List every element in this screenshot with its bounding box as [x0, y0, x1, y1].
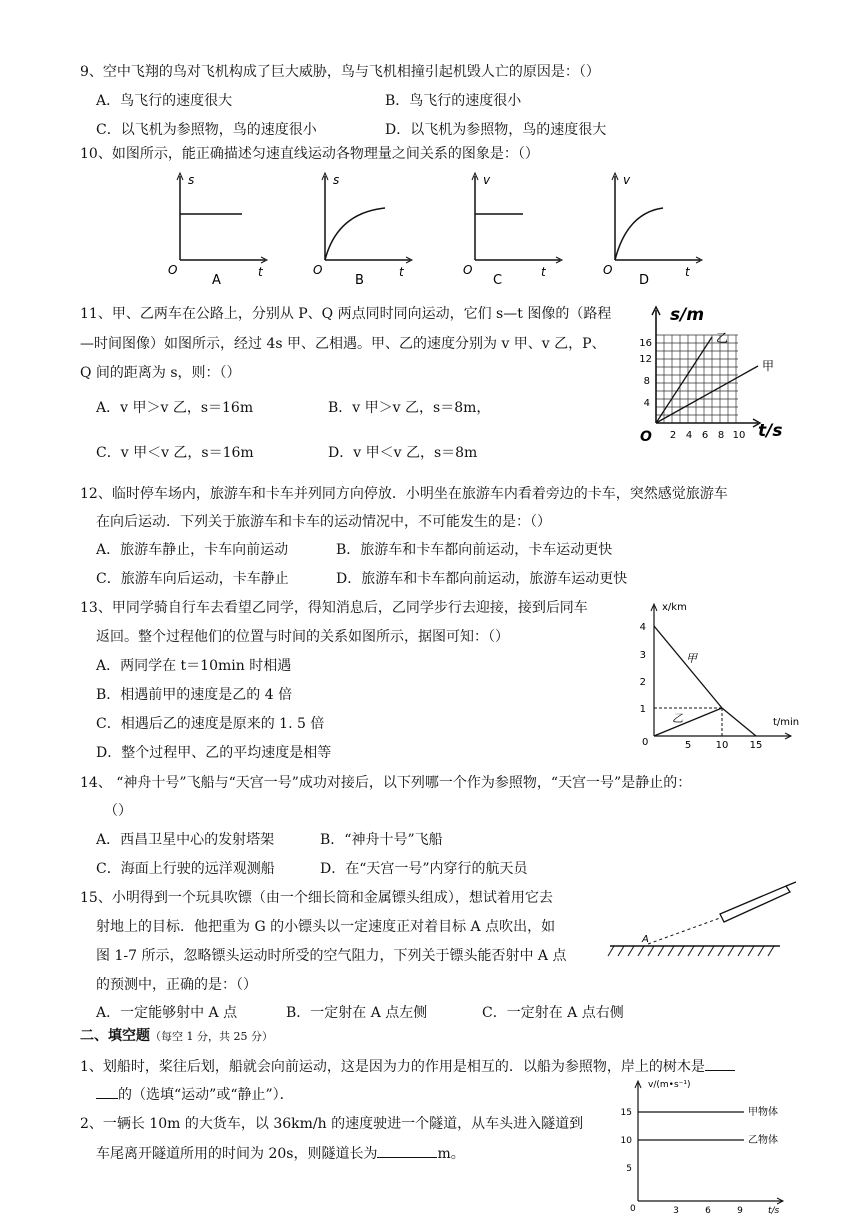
- q10-d-label: D: [639, 273, 650, 288]
- q11-ytick-8: 8: [643, 376, 650, 387]
- q10-b-label: B: [355, 273, 364, 288]
- q10-b-origin: O: [313, 263, 323, 277]
- q13-option-d: D．整个过程甲、乙的平均速度是相等: [96, 745, 332, 761]
- q14-stem-line1: 14、 “神舟十号”飞船与“天宫一号”成功对接后，以下列哪一个作为参照物，“天宫一号”是静止的：: [80, 775, 692, 791]
- q11-stem-line2: —时间图像）如图所示，经过 4s 甲、乙相遇。甲、乙的速度分别为 v 甲、v 乙，P、: [80, 336, 606, 352]
- q13-ytick-2: 2: [639, 677, 646, 688]
- q15-stem-line2: 射地上的目标．他把重为 G 的小镖头以一定速度正对着目标 A 点吹出，如: [96, 919, 556, 935]
- f2-line1: 2、一辆长 10m 的大货车，以 36km/h 的速度驶进一个隧道，从车头进入隧道到: [80, 1116, 584, 1132]
- q10-d-origin: O: [603, 263, 613, 277]
- vt-xtick-6: 6: [705, 1206, 711, 1216]
- vt-xtick-3: 3: [673, 1206, 679, 1216]
- q13-xtick-10: 10: [715, 740, 729, 751]
- q15-option-a: A．一定能够射中 A 点: [96, 1005, 238, 1021]
- q11-xtick-4: 4: [685, 430, 693, 441]
- q12-option-a: A．旅游车静止，卡车向前运动: [96, 542, 289, 558]
- vt-series-yi: 乙物体: [748, 1135, 778, 1146]
- q13-origin: 0: [642, 737, 649, 748]
- f1-blank-a[interactable]: [705, 1056, 735, 1071]
- f1-blank-b[interactable]: [96, 1084, 118, 1099]
- f2-unit: m。: [437, 1146, 465, 1162]
- q11-xtick-2: 2: [669, 430, 677, 441]
- q11-stem-line1: 11、甲、乙两车在公路上，分别从 P、Q 两点同时同向运动，它们 s—t 图像的（路程: [80, 306, 612, 322]
- q13-ytick-1: 1: [639, 704, 646, 715]
- q11-series-yi: 乙: [716, 331, 729, 345]
- q10-d-yaxis: v: [623, 173, 631, 187]
- q11-option-a: A．v 甲＞v 乙，s＝16m: [96, 400, 254, 416]
- f2-blank[interactable]: [377, 1143, 437, 1158]
- q11-option-d: D．v 甲＜v 乙，s＝8m: [328, 445, 478, 461]
- q15-stem-line3: 图 1-7 所示，忽略镖头运动时所受的空气阻力，下列关于镖头能否射中 A 点: [96, 948, 567, 964]
- q9-option-b: B．鸟飞行的速度很小: [385, 93, 522, 109]
- q15-stem-line1: 15、小明得到一个玩具吹镖（由一个细长筒和金属镖头组成），想试着用它去: [80, 890, 553, 906]
- q10-a-xaxis: t: [258, 265, 263, 279]
- q10-stem: 10、如图所示，能正确描述匀速直线运动各物理量之间关系的图象是：（）: [80, 146, 539, 162]
- q9-option-d: D．以飞机为参照物，鸟的速度很大: [385, 122, 607, 138]
- q13-stem-line2: 返回。整个过程他们的位置与时间的关系如图所示，据图可知：（）: [96, 629, 509, 645]
- q13-ytick-4: 4: [639, 622, 646, 633]
- q10-d-xaxis: t: [685, 265, 690, 279]
- f1-text2: 的（选填“运动”或“静止”）．: [118, 1087, 294, 1103]
- f1-line2: [96, 1084, 294, 1105]
- q13-xlabel: t/min: [773, 717, 800, 728]
- q10-graph-a: [160, 168, 275, 288]
- q12-option-d: D．旅游车和卡车都向前运动，旅游车运动更快: [336, 571, 628, 587]
- vt-xtick-9: 9: [737, 1206, 743, 1216]
- q10-b-yaxis: s: [333, 173, 340, 187]
- q10-a-origin: O: [168, 263, 178, 277]
- f1-text1: 1、划船时，桨往后划，船就会向前运动，这是因为力的作用是相互的．以船为参照物，岸上的树木是: [80, 1059, 705, 1075]
- q12-stem-line2: 在向后运动．下列关于旅游车和卡车的运动情况中，不可能发生的是：（）: [96, 514, 551, 530]
- q9-stem: 9、空中飞翔的鸟对飞机构成了巨大威胁，鸟与飞机相撞引起机毁人亡的原因是：（）: [80, 64, 600, 80]
- q14-option-d: D．在“天宫一号”内穿行的航天员: [320, 861, 528, 877]
- q15-option-b: B．一定射在 A 点左侧: [286, 1005, 428, 1021]
- f1-line1: [80, 1056, 735, 1077]
- section2-note: （每空 1 分，共 25 分）: [150, 1030, 273, 1043]
- q15-point-a-label: A: [642, 934, 649, 945]
- q11-st-chart: [640, 298, 805, 443]
- q10-a-label: A: [212, 273, 221, 288]
- f2-text2: 车尾离开隧道所用的时间为 20s，则隧道长为: [96, 1146, 378, 1162]
- q10-b-xaxis: t: [399, 265, 404, 279]
- q11-ytick-16: 16: [639, 338, 652, 349]
- vt-origin: 0: [630, 1204, 636, 1214]
- q10-graph-c: [455, 168, 570, 288]
- q13-series-yi: 乙: [672, 712, 683, 725]
- q11-ylabel: s/m: [670, 305, 705, 325]
- q13-series-jia: 甲: [686, 652, 697, 665]
- q13-xt-chart: [640, 596, 815, 751]
- q10-graph-b: [305, 168, 420, 288]
- q13-option-b: B．相遇前甲的速度是乙的 4 倍: [96, 687, 293, 703]
- q14-option-b: B．“神舟十号”飞船: [320, 832, 443, 848]
- q13-option-c: C．相遇后乙的速度是原来的 1. 5 倍: [96, 716, 325, 732]
- q10-c-yaxis: v: [483, 173, 491, 187]
- q10-c-origin: O: [463, 263, 473, 277]
- q9-option-a: A．鸟飞行的速度很大: [96, 93, 233, 109]
- vt-ytick-5: 5: [626, 1164, 632, 1174]
- q13-option-a: A．两同学在 t＝10min 时相遇: [96, 658, 292, 674]
- section2-title: 二、填空题: [80, 1028, 150, 1044]
- q11-origin: O: [640, 429, 652, 445]
- q11-ytick-4: 4: [643, 398, 650, 409]
- q13-ytick-3: 3: [639, 650, 646, 661]
- q15-blowpipe-figure: [600, 880, 800, 970]
- q10-graph-d: [595, 168, 710, 288]
- q11-option-c: C．v 甲＜v 乙，s＝16m: [96, 445, 254, 461]
- q10-c-xaxis: t: [541, 265, 546, 279]
- q11-xtick-8: 8: [717, 430, 725, 441]
- q10-a-yaxis: s: [188, 173, 195, 187]
- q15-option-c: C．一定射在 A 点右侧: [482, 1005, 624, 1021]
- q10-c-label: C: [493, 273, 503, 288]
- q13-ylabel: x/km: [662, 602, 687, 613]
- vt-ylabel: v/(m•s⁻¹): [648, 1080, 691, 1090]
- q11-xtick-6: 6: [701, 430, 709, 441]
- q9-option-c: C．以飞机为参照物，鸟的速度很小: [96, 122, 317, 138]
- q11-stem-line3: Q 间的距离为 s，则：（）: [80, 365, 241, 381]
- q13-xtick-15: 15: [749, 740, 763, 751]
- q14-option-a: A．西昌卫星中心的发射塔架: [96, 832, 275, 848]
- q13-xtick-5: 5: [684, 740, 692, 751]
- f2-line2: [96, 1143, 465, 1164]
- q12-option-c: C．旅游车向后运动，卡车静止: [96, 571, 289, 587]
- vt-series-jia: 甲物体: [748, 1107, 778, 1118]
- vt-ytick-10: 10: [620, 1136, 632, 1146]
- q11-xlabel: t/s: [758, 421, 783, 441]
- vt-ytick-15: 15: [620, 1108, 632, 1118]
- q11-ytick-12: 12: [639, 354, 652, 365]
- q15-stem-line4: 的预测中，正确的是：（）: [96, 977, 257, 993]
- q13-stem-line1: 13、甲同学骑自行车去看望乙同学，得知消息后，乙同学步行去迎接，接到后同车: [80, 600, 588, 616]
- q12-option-b: B．旅游车和卡车都向前运动，卡车运动更快: [336, 542, 613, 558]
- vt-xlabel: t/s: [768, 1206, 780, 1216]
- q14-option-c: C．海面上行驶的远洋观测船: [96, 861, 275, 877]
- q12-stem-line1: 12、临时停车场内，旅游车和卡车并列同方向停放．小明坐在旅游车内看着旁边的卡车，突然感觉旅游车: [80, 486, 728, 502]
- q11-series-jia: 甲: [762, 359, 775, 373]
- q11-xtick-10: 10: [732, 430, 746, 441]
- section2-heading: [80, 1026, 273, 1047]
- q14-stem-line2: （）: [104, 803, 132, 819]
- q11-option-b: B．v 甲＞v 乙，s＝8m，: [328, 400, 491, 416]
- vt-chart: [610, 1075, 800, 1215]
